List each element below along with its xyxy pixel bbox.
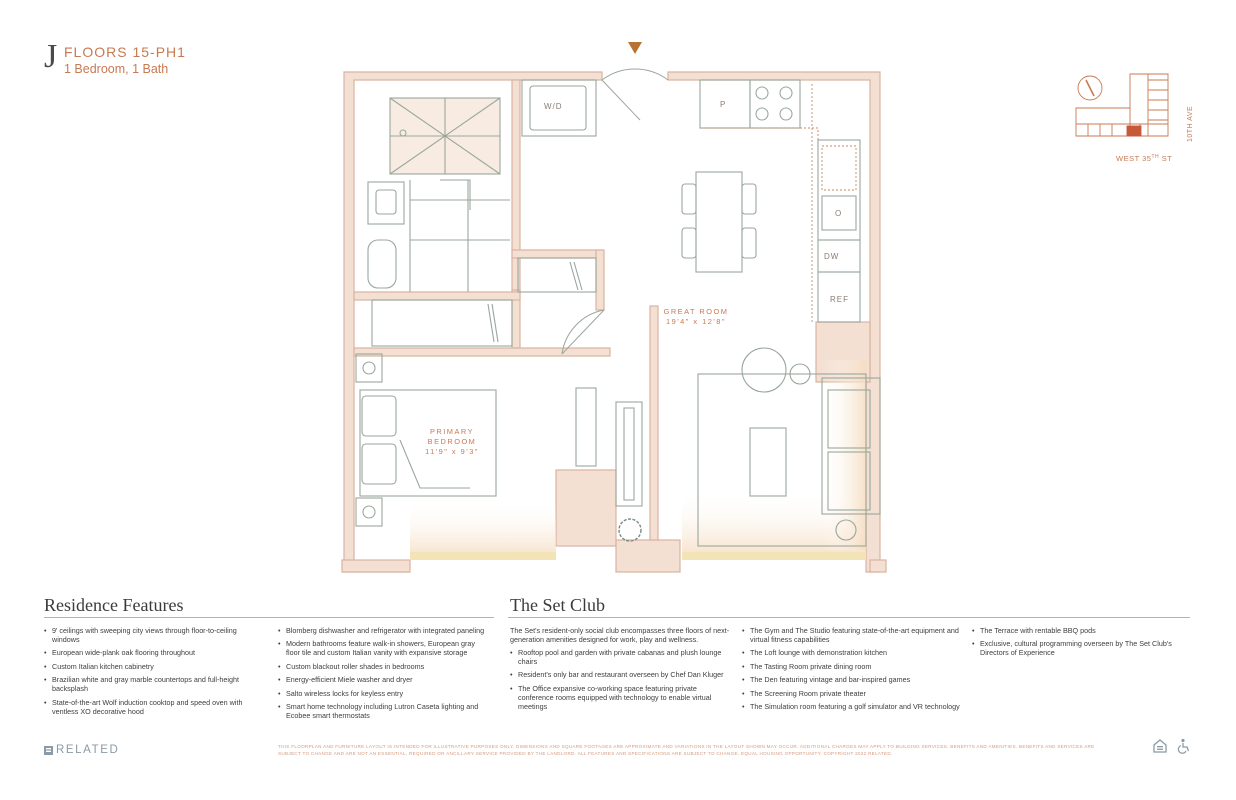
feature-item: • The Screening Room private theater: [742, 689, 962, 698]
feature-item: • The Terrace with rentable BBQ pods: [972, 626, 1184, 635]
club-features-col1: [510, 648, 732, 715]
feature-item: • The Den featuring vintage and bar-inspired games: [742, 675, 962, 684]
label-refrigerator: REF: [830, 295, 849, 304]
feature-item: • Custom blackout roller shades in bedrooms: [278, 662, 488, 671]
bedroom-label-1: PRIMARY: [429, 427, 475, 436]
brand-name: RELATED: [56, 744, 120, 756]
feature-item: • Modern bathrooms feature walk-in showers, European gray floor tile and custom Italian vanity with expansive storage: [278, 639, 488, 657]
disclaimer: THIS FLOORPLAN AND FURNITURE LAYOUT IS INTENDED FOR ILLUSTRATIVE PURPOSES ONLY. DIMENSIONS AND SQUARE FOOTAGES ARE APPROXIMATE AND VARIATIONS IN THE LAYOUT SHOWN MAY OCCUR. ADDITIONAL CHARGES MAY APPLY TO BUILDING SERVICES. BENEFITS AND AMENITIES. BENEFITS AND SERVICES ARE SUBJECT TO CHANGE AND ARE NOT AN ESSENTIAL, REQUIRED OR ANCILLARY SERVICE PROVIDED BY THE LANDLORD. ALL FEATURES AND SPECIFICATIONS ARE SUBJECT TO CHANGE. EQUAL HOUSING OPPORTUNITY. COPYRIGHT 2022 RELATED.: [278, 744, 1095, 756]
dining-table: [682, 172, 756, 272]
bedroom-door: [562, 310, 604, 354]
great-room-label: GREAT ROOM: [663, 307, 729, 316]
unit-floors: FLOORS 15-PH1: [64, 44, 186, 60]
feature-item: • Custom Italian kitchen cabinetry: [44, 662, 260, 671]
club-features-col3: [972, 626, 1184, 662]
key-plan-street: WEST 35TH ST: [1116, 154, 1173, 163]
feature-item: • The Tasting Room private dining room: [742, 662, 962, 671]
club-title: The Set Club: [510, 595, 605, 615]
feature-item: • Salto wireless locks for keyless entry: [278, 689, 488, 698]
key-plan-avenue: 10TH AVE: [1187, 105, 1194, 142]
kitchen: [700, 80, 860, 322]
bathroom-fixtures: [368, 180, 510, 292]
feature-item: • The Office expansive co-working space featuring private conference rooms equipped with technology to enable virtual meetings: [510, 684, 732, 711]
plant: [619, 519, 641, 541]
unit-letter: J: [44, 38, 58, 75]
feature-item: • The Gym and The Studio featuring state-of-the-art equipment and virtual fitness capabilities: [742, 626, 962, 644]
shower: [390, 98, 500, 174]
residence-features-col1: [44, 626, 260, 720]
key-plan: [1076, 74, 1168, 136]
feature-item: • The Simulation room featuring a golf simulator and VR technology: [742, 702, 962, 711]
great-room-dims: 19'4" x 12'8": [665, 317, 727, 326]
feature-item: • 9' ceilings with sweeping city views through floor-to-ceiling windows: [44, 626, 260, 644]
equal-housing-icon: [1152, 738, 1168, 754]
club-divider: [508, 617, 1190, 618]
bedroom-dims: 11'9" x 9'3": [425, 447, 479, 456]
entrance-marker: [628, 42, 642, 54]
related-logo-icon: [44, 746, 53, 755]
feature-item: • Rooftop pool and garden with private cabanas and plush lounge chairs: [510, 648, 732, 666]
entry-door: [602, 69, 668, 120]
label-wd: W/D: [544, 102, 563, 111]
residence-divider: [44, 617, 494, 618]
club-intro: The Set's resident-only social club encompasses three floors of next-generation amenities designed for work, play and wellness.: [510, 626, 730, 644]
feature-item: • Blomberg dishwasher and refrigerator with integrated paneling: [278, 626, 488, 635]
feature-item: • Smart home technology including Lutron Caseta lighting and Ecobee smart thermostats: [278, 702, 488, 720]
feature-item: • Brazilian white and gray marble countertops and full-height backsplash: [44, 675, 260, 693]
feature-item: • European wide-plank oak flooring throughout: [44, 648, 260, 657]
feature-item: • State-of-the-art Wolf induction cooktop and speed oven with ventless XO decorative hood: [44, 698, 260, 716]
club-features-col2: [742, 626, 962, 715]
label-pantry: P: [720, 100, 727, 109]
hall-closet: [372, 258, 596, 346]
feature-item: • The Loft lounge with demonstration kitchen: [742, 648, 962, 657]
bedroom-label-2: BEDROOM: [427, 437, 477, 446]
residence-title: Residence Features: [44, 595, 184, 615]
accessibility-icon: [1176, 738, 1192, 754]
feature-item: • Exclusive, cultural programming overseen by The Set Club's Directors of Experience: [972, 639, 1184, 657]
feature-item: • Energy-efficient Miele washer and dryer: [278, 675, 488, 684]
unit-highlight: [1127, 126, 1141, 136]
residence-features-col2: [278, 626, 488, 724]
label-dishwasher: DW: [824, 252, 840, 261]
unit-type: 1 Bedroom, 1 Bath: [64, 62, 169, 76]
feature-item: • Resident's only bar and restaurant overseen by Chef Dan Kluger: [510, 670, 732, 679]
label-oven: O: [835, 209, 843, 218]
